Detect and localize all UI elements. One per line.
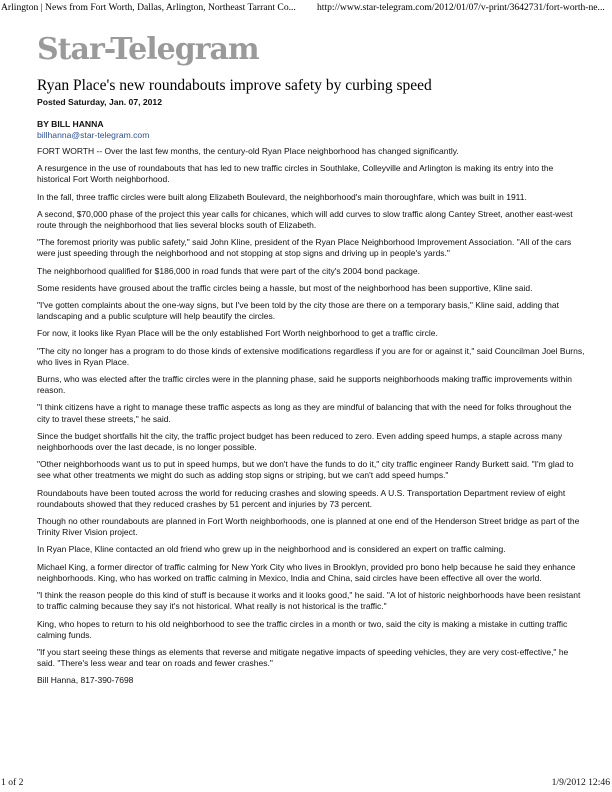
article-paragraph: FORT WORTH -- Over the last few months, the century-old Ryan Place neighborhood has changed significantly. — [37, 146, 459, 156]
print-footer — [0, 777, 612, 791]
article-paragraph: "The foremost priority was public safety," said John Kline, president of the Ryan Place Neighborhood Improvement Association. "All of the cars were just speeding through the neighborhood and not stopping at stop signs and driving up in people's yards." — [37, 237, 572, 259]
print-page-title: Arlington | News from Fort Worth, Dallas, Arlington, Northeast Tarrant Co... — [1, 2, 296, 13]
article-paragraph: Though no other roundabouts are planned in Fort Worth neighborhoods, one is planned at one end of the Henderson Street bridge as part of the Trinity River Vision project. — [37, 516, 580, 538]
page-count: 1 of 2 — [1, 777, 24, 788]
article-paragraph: King, who hopes to return to his old neighborhood to see the traffic circles in a month or two, said the city is making a mistake in cutting traffic calming funds. — [37, 618, 568, 640]
article-paragraph: Bill Hanna, 817-390-7698 — [37, 675, 134, 686]
article-paragraph: In the fall, three traffic circles were built along Elizabeth Boulevard, the neighborhood's main thoroughfare, which was built in 1911. — [37, 191, 527, 202]
article-paragraph: Since the budget shortfalls hit the city, the traffic project budget has been reduced to zero. Even adding speed humps, a staple across many neighborhoods over the last decade, is no longer possible. — [37, 430, 563, 453]
print-page-url: http://www.star-telegram.com/2012/01/07/v-print/3642731/fort-worth-ne... — [317, 2, 605, 13]
article-headline: Ryan Place's new roundabouts improve safety by curbing speed — [37, 77, 432, 94]
masthead-logo: Star-Telegram — [37, 32, 259, 67]
article-paragraph: For now, it looks like Ryan Place will be the only established Fort Worth neighborhood to get a traffic circle. — [37, 328, 438, 339]
posted-date: Posted Saturday, Jan. 07, 2012 — [37, 97, 162, 107]
article-paragraph: Michael King, a former director of traffic calming for New York City who lives in Brooklyn, provided pro bono help because he said they enhance neighborhoods. King, who has worked on traffic calming in Mexico, India and China, said circles have been effective all over the world. — [37, 561, 576, 583]
article-paragraph: The neighborhood qualified for $186,000 in road funds that were part of the city's 2004 bond package. — [37, 265, 420, 276]
author-email-link[interactable]: billhanna@star-telegram.com — [37, 130, 150, 140]
article-body — [37, 146, 585, 693]
article-paragraph: A resurgence in the use of roundabouts that has led to new traffic circles in Southlake, Colleyville and Arlington is making its entry into the historical Fort Worth neighborhood. — [37, 163, 554, 185]
article-paragraph: Burns, who was elected after the traffic circles were in the planning phase, said he supports neighborhoods making traffic improvements within reason. — [37, 374, 572, 396]
article-paragraph: "I've gotten complaints about the one-way signs, but I've been told by the city those are there on a temporary basis," Kline said, adding that landscaping and a public sculpture will help beautify the circles. — [37, 300, 559, 322]
article-paragraph: "If you start seeing these things as elements that reverse and mitigate negative impacts of speeding vehicles, they are very cost-effective," he said. "There's less wear and tear on roads and fewer crashes." — [37, 646, 569, 669]
print-header — [0, 0, 612, 16]
article-paragraph: "The city no longer has a program to do those kinds of extensive modifications regardless if you are for or against it," said Councilman Joel Burns, who lives in Ryan Place. — [37, 345, 585, 367]
byline: BY BILL HANNA — [37, 119, 104, 129]
article-paragraph: "I think the reason people do this kind of stuff is because it works and it looks good," he said. "A lot of historic neighborhoods have been resistant to traffic calming because they say it's not historical. What really is not historical is the traffic." — [37, 590, 581, 612]
article-paragraph: "Other neighborhoods want us to put in speed humps, but we don't have the funds to do it," city traffic engineer Randy Burkett said. "I'm glad to see what other treatments we might do such as adding stop signs or striping, but we can't add speed humps." — [37, 459, 574, 481]
article-paragraph: Roundabouts have been touted across the world for reducing crashes and slowing speeds. A U.S. Transportation Department review of eight roundabouts showed that they reduced crashes by 51 percent and injuries by 73 percent. — [37, 487, 566, 509]
article-paragraph: A second, $70,000 phase of the project this year calls for chicanes, which will add curves to slow traffic along Cantey Street, another east-west route through the neighborhood that lies several blocks south of Elizabeth. — [37, 208, 573, 231]
print-date: 1/9/2012 12:46 — [551, 777, 610, 788]
article-paragraph: Some residents have groused about the traffic circles being a hassle, but most of the neighborhood has been supportive, Kline said. — [37, 282, 533, 293]
article-paragraph: In Ryan Place, Kline contacted an old friend who grew up in the neighborhood and is considered an expert on traffic calming. — [37, 544, 506, 555]
article-paragraph: "I think citizens have a right to manage these traffic aspects as long as they are mindful of balancing that with the need for folks throughout the city to travel these streets," he said. — [37, 402, 572, 424]
